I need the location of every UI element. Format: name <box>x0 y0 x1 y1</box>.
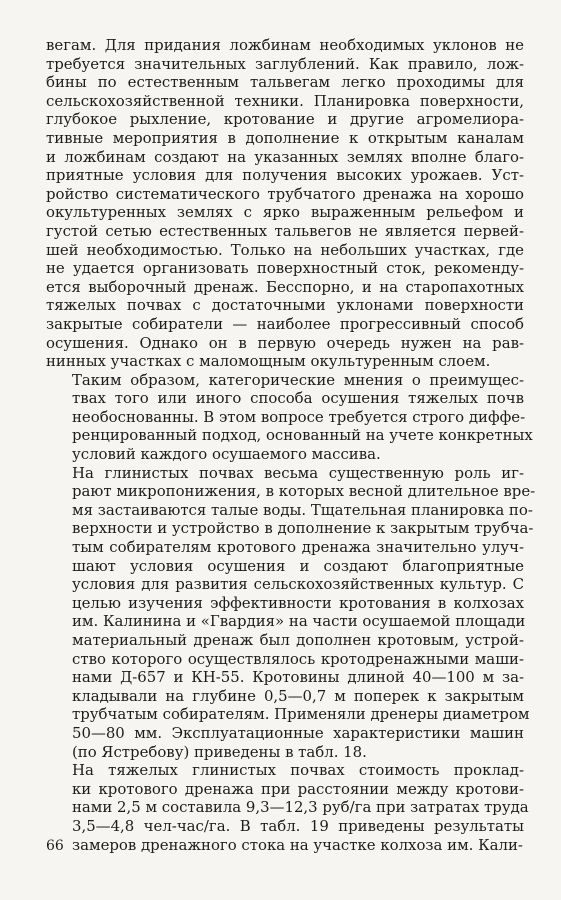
text-line: нами Д-657 и КН-55. Кротовины длиной 40—100 м за- <box>72 668 524 687</box>
text-line: нами 2,5 м составила 9,3—12,3 руб/га при затратах труда <box>72 798 529 817</box>
text-line: ройство систематического трубчатого дренажа на хорошо <box>46 184 524 203</box>
text-line: условий каждого осушаемого массива. <box>72 445 381 464</box>
text-line: целью изучения эффективности кротования в колхозах <box>72 593 524 612</box>
text-line: На глинистых почвах весьма существенную роль иг- <box>72 463 524 482</box>
text-line: тивные мероприятия в дополнение к открытым каналам <box>46 128 524 147</box>
text-line: закрытые собиратели — наиболее прогрессивный способ <box>46 314 524 333</box>
paragraph-2 <box>46 370 533 464</box>
text-line: тяжелых почвах с достаточными уклонами поверхности <box>46 296 524 315</box>
text-line: им. Калинина и «Гвардия» на части осушаемой площади <box>72 612 526 631</box>
text-line: необоснованны. В этом вопросе требуется строго диффе- <box>72 407 526 426</box>
text-line: осушения. Однако он в первую очередь нужен на рав- <box>46 333 524 352</box>
text-line: Таким образом, категорические мнения о преимущес- <box>72 370 524 389</box>
text-line: бины по естественным тальвегам легко проходимы для <box>46 73 524 92</box>
text-line: замеров дренажного стока на участке колхоза им. Кали- <box>72 835 523 854</box>
text-line: ки кротового дренажа при расстоянии между кротови- <box>72 779 524 798</box>
text-line: мя застаиваются талые воды. Тщательная планировка по- <box>72 500 533 519</box>
text-line: На тяжелых глинистых почвах стоимость проклад- <box>72 761 524 780</box>
text-line: ренцированный подход, основанный на учете конкретных <box>72 426 533 445</box>
text-line: приятные условия для получения высоких урожаев. Уст- <box>46 166 524 185</box>
text-line: окультуренных землях с ярко выраженным рельефом и <box>46 203 524 222</box>
text-line: тым собирателям кротового дренажа значительно улуч- <box>72 538 524 557</box>
text-line: условия для развития сельскохозяйственных культур. С <box>72 575 524 594</box>
text-line: кладывали на глубине 0,5—0,7 м поперек к закрытым <box>72 686 524 705</box>
text-line: сельскохозяйственной техники. Планировка поверхности, <box>46 91 524 110</box>
text-line: не удается организовать поверхностный сток, рекоменду- <box>46 259 524 278</box>
text-line: твах того или иного способа осушения тяжелых почв <box>72 389 524 408</box>
text-line: рают микропонижения, в которых весной длительное вре- <box>72 482 536 501</box>
paragraph-3 <box>46 463 536 762</box>
text-line: вегам. Для придания ложбинам необходимых уклонов не <box>46 36 524 54</box>
page-body <box>46 36 536 854</box>
text-line: ство которого осуществлялось кротодренажными маши- <box>72 649 524 668</box>
text-line: нинных участках с маломощным окультуренным слоем. <box>46 352 491 371</box>
text-line: (по Ястребову) приведены в табл. 18. <box>72 742 367 761</box>
text-line: глубокое рыхление, кротование и другие агромелиора- <box>46 110 524 129</box>
text-line: материальный дренаж был дополнен кротовым, устрой- <box>72 631 524 649</box>
paragraph-4 <box>46 761 529 854</box>
text-line: и ложбинам создают на указанных землях вполне благо- <box>46 147 524 166</box>
text-line: требуется значительных заглублений. Как правило, лож- <box>46 54 524 73</box>
text-line: 3,5—4,8 чел-час/га. В табл. 19 приведены результаты <box>72 816 524 835</box>
text-line: шают условия осушения и создают благоприятные <box>72 556 524 575</box>
text-line: ется выборочный дренаж. Бесспорно, и на старопахотных <box>46 277 524 296</box>
page-number: 66 <box>46 838 64 854</box>
text-line: шей необходимостью. Только на небольших участках, где <box>46 240 524 259</box>
text-line: трубчатым собирателям. Применяли дренеры диаметром <box>72 705 530 724</box>
paragraph-1 <box>46 36 524 371</box>
text-line: 50—80 мм. Эксплуатационные характеристики машин <box>72 723 524 742</box>
text-line: густой сетью естественных тальвегов не является первей- <box>46 221 524 240</box>
text-line: верхности и устройство в дополнение к закрытым трубча- <box>72 519 534 538</box>
